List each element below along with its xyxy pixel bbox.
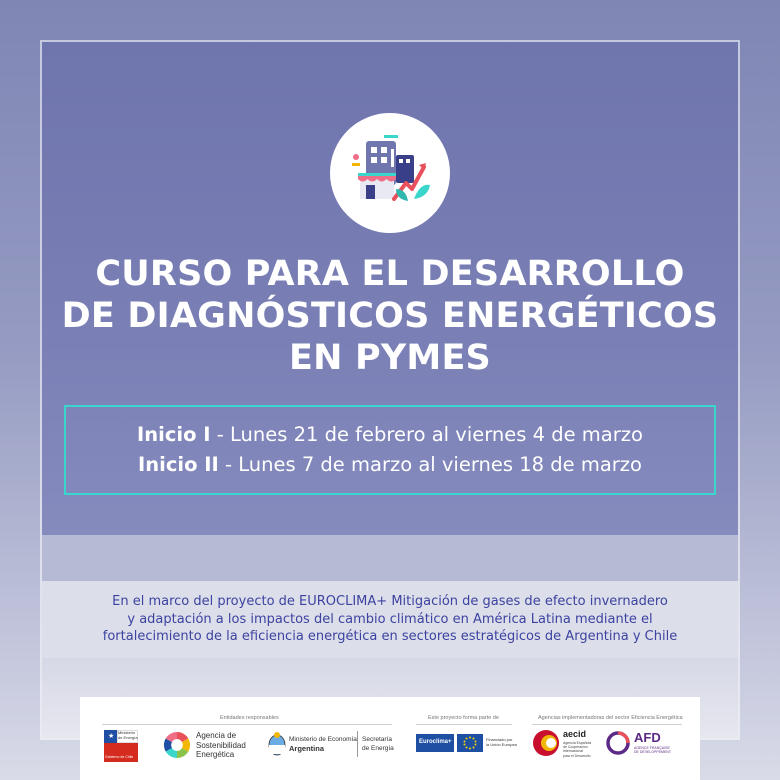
project-context <box>42 581 738 658</box>
eu-stars-icon <box>457 734 483 752</box>
date-text: - Lunes 21 de febrero al viernes 4 de marzo <box>210 423 643 446</box>
agencia-logo-text <box>196 731 246 760</box>
eu-flag-logo <box>457 734 483 752</box>
vertical-divider <box>357 731 358 757</box>
divider-band <box>42 535 738 581</box>
secretaria-line-2: de Energía <box>362 745 394 752</box>
factory-energy-icon <box>344 127 436 219</box>
context-line-2: y adaptación a los impactos del cambio climático en América Latina mediante el <box>127 611 653 627</box>
financiado-text <box>486 737 517 747</box>
aecid-subtext <box>563 741 591 758</box>
date-label: Inicio I <box>137 423 211 446</box>
date-label: Inicio II <box>138 453 219 476</box>
group-divider <box>532 724 682 725</box>
group-divider <box>416 724 512 725</box>
secretaria-line-1: Secretaría <box>362 736 392 743</box>
agencia-line-2: Sostenibilidad <box>196 740 246 750</box>
financiado-line-1: Financiado por <box>486 737 513 742</box>
afd-subtext <box>634 746 671 754</box>
date-text: - Lunes 7 de marzo al viernes 18 de marzo <box>218 453 642 476</box>
aecid-icon <box>532 729 560 757</box>
financiado-line-2: la Unión Europea <box>486 742 517 747</box>
context-line-3: fortalecimiento de la eficiencia energética en sectores estratégicos de Argentina y Chile <box>102 629 678 645</box>
aecid-text: aecid <box>563 729 587 739</box>
title-line-2: DE DIAGNÓSTICOS ENERGÉTICOS <box>61 296 719 336</box>
course-title <box>40 253 740 379</box>
date-row-2 <box>138 450 642 480</box>
date-row-1 <box>137 420 643 450</box>
secretaria-text <box>362 735 394 753</box>
title-line-1: CURSO PARA EL DESARROLLO <box>95 254 685 294</box>
argentina-shield-icon <box>268 731 286 757</box>
aecid-sub-4: para el Desarrollo <box>563 753 591 758</box>
afd-sub-1: AGENCE FRANÇAISE <box>634 746 670 750</box>
ministerio-arg-line-2: Argentina <box>289 744 325 753</box>
pyme-energy-icon-badge <box>330 113 450 233</box>
ministerio-arg-text <box>289 735 357 753</box>
aecid-sub-2: de Cooperación <box>563 745 588 750</box>
partner-logos-bar <box>80 697 700 780</box>
agencia-line-1: Agencia de <box>196 731 237 740</box>
euroclima-logo <box>416 734 454 752</box>
afd-ring-icon <box>605 730 631 756</box>
ministerio-chile-text: Ministerio de Energía <box>118 730 138 740</box>
group-title-proyecto: Este proyecto forma parte de <box>428 715 499 721</box>
aecid-sub-1: Agencia Española <box>563 741 592 745</box>
ministerio-arg-line-1: Ministerio de Economía <box>289 736 357 743</box>
title-line-3: EN PYMES <box>289 338 491 378</box>
gobierno-chile-text: Gobierno de Chile <box>105 755 134 759</box>
agencia-line-3: Energética <box>196 750 235 759</box>
afd-sub-2: DE DÉVELOPPEMENT <box>634 750 671 755</box>
context-line-1: En el marco del proyecto de EUROCLIMA+ Mitigación de gases de efecto invernadero <box>112 594 668 610</box>
afd-text: AFD <box>634 730 661 745</box>
agencia-sostenibilidad-icon <box>162 730 192 760</box>
aecid-sub-3: Internacional <box>563 749 584 754</box>
group-title-responsables: Entidades responsables <box>220 715 279 721</box>
group-divider <box>102 724 392 725</box>
group-title-agencias: Agencias implementadoras del sector Eficiencia Energética <box>538 715 683 721</box>
chile-ministry-logo <box>104 730 138 762</box>
euroclima-text: Euroclima+ <box>419 739 452 745</box>
star-icon: ★ <box>108 732 115 740</box>
course-dates-box <box>64 405 716 495</box>
